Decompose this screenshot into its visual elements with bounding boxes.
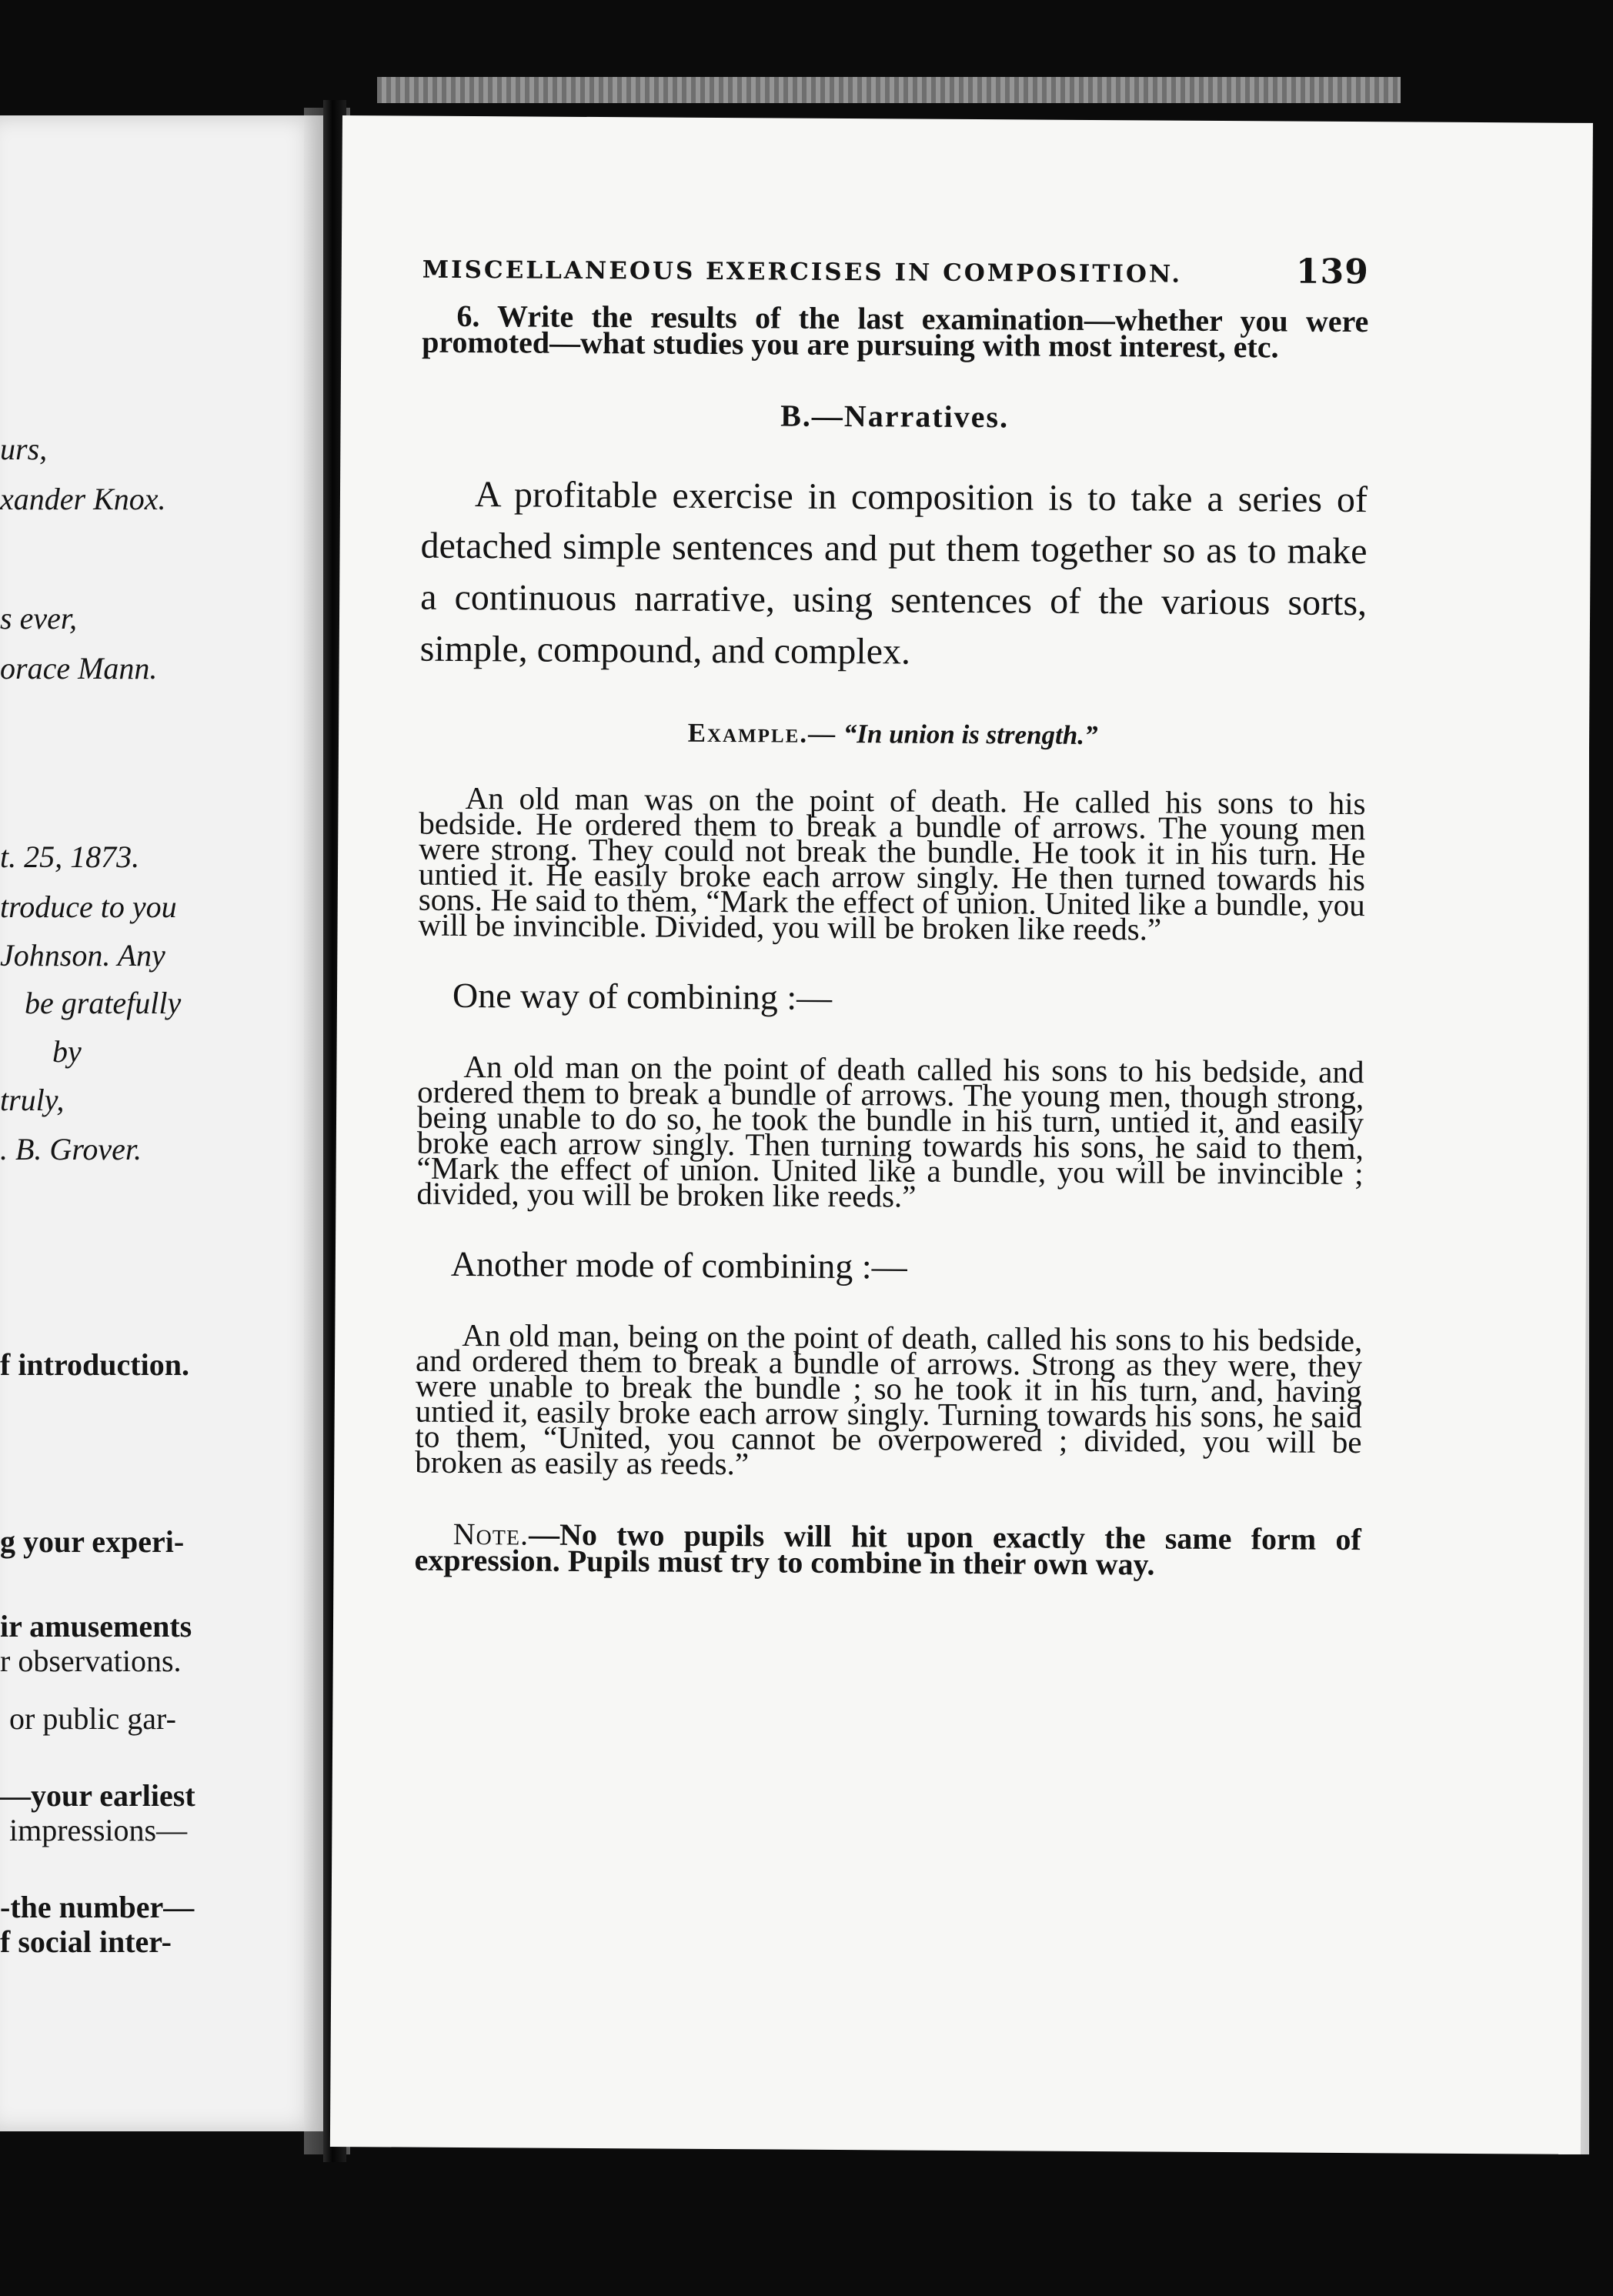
left-line: truly, [0, 1083, 65, 1117]
note-paragraph [414, 1516, 1361, 1582]
example-text: An old man was on the point of death. He called his sons to his bedside. He ordered them to break a bundle of arrows. The young men were strong. They could not break the bundle. He took it in his turn. He untied it. He easily broke each arrow singly. He then turned towards his sons. He said to them, “Mark the effect of union. United like a bundle, you will be invincible. Divided, you will be broken like reeds.” [418, 779, 1366, 947]
page-content [414, 247, 1369, 1582]
running-head-title: MISCELLANEOUS EXERCISES IN COMPOSITION. [422, 255, 1183, 289]
example-quote: “In union is strength.” [843, 718, 1098, 751]
left-line: Johnson. Any [0, 938, 165, 973]
left-line: or public gar- [9, 1701, 176, 1736]
page-number: 139 [1295, 252, 1369, 292]
left-line: ir amusements [0, 1609, 192, 1644]
left-line: orace Mann. [0, 651, 158, 686]
left-page [0, 115, 323, 2131]
left-line: urs, [0, 432, 48, 466]
another-mode-heading: Another mode of combining :— [450, 1243, 907, 1286]
left-line: xander Knox. [0, 482, 166, 516]
running-head [422, 247, 1369, 292]
left-line: be gratefully [25, 986, 182, 1020]
another-mode-text: An old man, being on the point of death, called his sons to his bedside, and ordered them to break a bundle of arrows. Strong as they were, they were unable to break the bundle ; so he took it in his turn, and, having untied it, easily broke each arrow singly. Turning towards his sons, he said to them, “United, you cannot be overpowered ; divided, you will be broken as easily as reeds.” [415, 1317, 1363, 1482]
left-line: s ever, [0, 601, 77, 636]
one-way-heading: One way of combining :— [452, 975, 833, 1017]
left-line: -the number— [0, 1890, 195, 1924]
note-text: —No two pupils will hit upon exactly the same form of expression. Pupils must try to combine in their own way. [414, 1517, 1361, 1582]
left-line: by [52, 1034, 82, 1069]
lead-paragraph: A profitable exercise in composition is to take a series of detached simple sentences and put them together so as to make a continuous narrative, using sentences of the various sorts, simple, compound, and complex. [419, 474, 1368, 672]
left-line: impressions— [9, 1813, 188, 1847]
left-line: —your earliest [0, 1778, 195, 1813]
left-line: f social inter- [0, 1924, 172, 1959]
one-way-text: An old man on the point of death called his sons to his bedside, and ordered them to break a bundle of arrows. The young men, though strong, being unable to do so, he took the bundle in his turn, untied it, and easily broke each arrow singly. Then turning towards his sons, he said to them, “Mark the effect of union. United like a bundle, you will be invincible ; divided, you will be broken like reeds.” [416, 1048, 1364, 1214]
left-line: t. 25, 1873. [0, 839, 140, 874]
example-label: Example.— [687, 717, 837, 749]
note-label: Note. [453, 1516, 529, 1552]
left-line: f introduction. [0, 1347, 189, 1382]
left-line: r observations. [0, 1644, 182, 1678]
section-heading: B.—Narratives. [780, 398, 1010, 435]
example-heading [419, 716, 1366, 753]
left-line: g your experi- [0, 1524, 185, 1559]
left-line: troduce to you [0, 889, 177, 924]
left-line: . B. Grover. [0, 1132, 142, 1166]
exercise-item-6: 6. Write the results of the last examination—whether you were promoted—what studies you are pursuing with most interest, etc. [422, 298, 1369, 365]
page-top-edge [377, 77, 1401, 103]
right-page [330, 115, 1593, 2154]
